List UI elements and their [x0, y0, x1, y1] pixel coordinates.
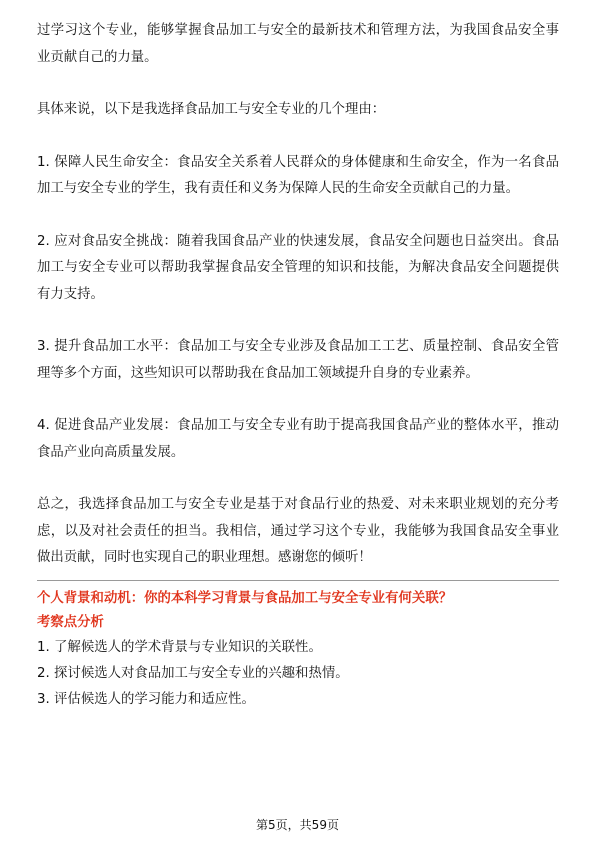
- analysis-point: 2. 探讨候选人对食品加工与安全专业的兴趣和热情。: [37, 665, 349, 681]
- paragraph-reason-2: 2. 应对食品安全挑战：随着我国食品产业的快速发展，食品安全问题也日益突出。食品加工与安全专业可以帮助我掌握食品安全管理的知识和技能，为解决食品安全问题提供有力支持。: [37, 233, 559, 302]
- paragraph-intro-continuation: 过学习这个专业，能够掌握食品加工与安全的最新技术和管理方法，为我国食品安全事业贡献自己的力量。: [37, 23, 559, 65]
- paragraph-reason-3: 3. 提升食品加工水平：食品加工与安全专业涉及食品加工工艺、质量控制、食品安全管理等多个方面，这些知识可以帮助我在食品加工领域提升自身的专业素养。: [37, 339, 559, 381]
- paragraph-gap: [37, 203, 559, 229]
- section-divider: [37, 580, 559, 581]
- analysis-point: 3. 评估候选人的学习能力和适应性。: [37, 691, 255, 707]
- paragraph-conclusion: 总之，我选择食品加工与安全专业是基于对食品行业的热爱、对未来职业规划的充分考虑，以及对社会责任的担当。我相信，通过学习这个专业，我能够为我国食品安全事业做出贡献，同时也实现自己的职业理想。感谢您的倾听！: [37, 497, 559, 565]
- analysis-point: 1. 了解候选人的学术背景与专业知识的关联性。: [37, 639, 322, 655]
- page-content: [37, 18, 559, 713]
- page-number-footer: 第5页，共59页: [256, 818, 339, 832]
- paragraph-reason-4: 4. 促进食品产业发展：食品加工与安全专业有助于提高我国食品产业的整体水平，推动食品产业向高质量发展。: [37, 418, 559, 460]
- paragraph-reason-1: 1. 保障人民生命安全：食品安全关系着人民群众的身体健康和生命安全，作为一名食品加工与安全专业的学生，我有责任和义务为保障人民的生命安全贡献自己的力量。: [37, 154, 559, 196]
- paragraph-reasons-intro: 具体来说，以下是我选择食品加工与安全专业的几个理由：: [37, 102, 386, 117]
- paragraph-gap: [37, 466, 559, 492]
- paragraph-gap: [37, 387, 559, 413]
- paragraph-gap: [37, 71, 559, 97]
- interview-question: 个人背景和动机：你的本科学习背景与食品加工与安全专业有何关联？: [37, 590, 453, 606]
- paragraph-gap: [37, 124, 559, 150]
- paragraph-gap: [37, 308, 559, 334]
- analysis-title: 考察点分析: [37, 614, 104, 630]
